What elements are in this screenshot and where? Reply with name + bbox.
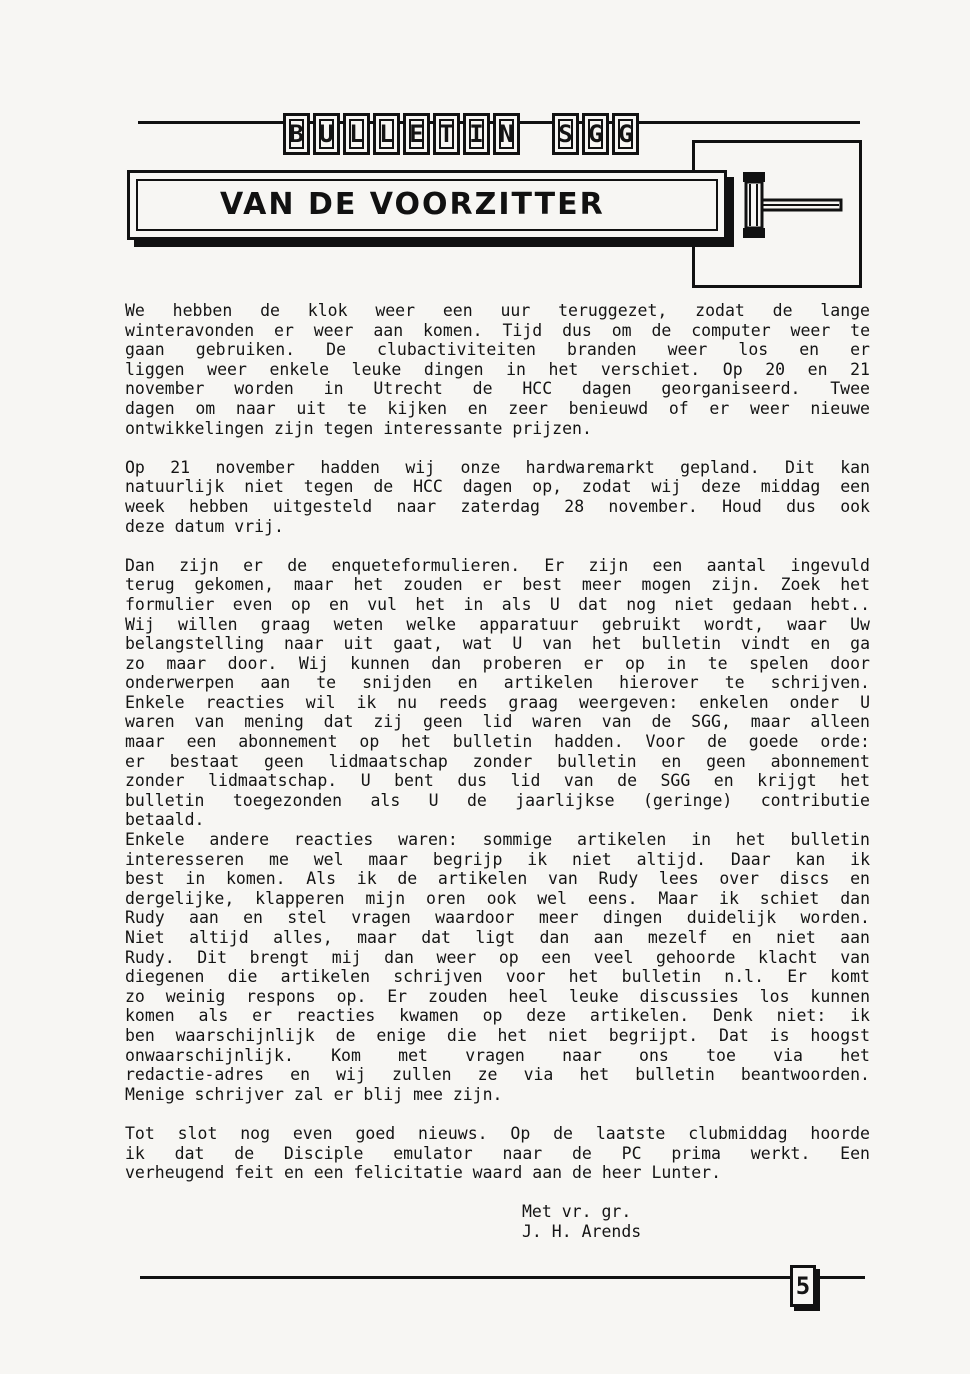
signature — [125, 1202, 870, 1241]
text-line: dagen om naar uit te kijken en zeer benieuwd of er weer nieuwe — [125, 398, 870, 418]
text-line: Dan zijn er de enqueteformulieren. Er zijn een aantal ingevuld — [125, 555, 870, 575]
text-line: november worden in Utrecht de HCC dagen georganiseerd. Twee — [125, 379, 870, 399]
text-line: Wij willen graag weten welke apparatuur gebruikt wordt, waar Uw — [125, 614, 870, 634]
text-line: maar een abonnement op het bulletin hadden. Voor de goede orde: — [125, 732, 870, 752]
paragraph-3 — [125, 556, 870, 1105]
text-line: zo maar door. Wij kunnen dan proberen er op in te spelen door — [125, 653, 870, 673]
logo-letter-e: E — [403, 113, 430, 155]
text-line: onwaarschijnlijk. Kom met vragen naar ons toe via het — [125, 1045, 870, 1065]
title-banner — [127, 170, 727, 240]
text-line: formulier even op en vul het in als U dat nog niet gedaan hebt.. — [125, 594, 870, 614]
logo-letter-g1: G — [582, 113, 609, 155]
paragraph-2 — [125, 458, 870, 536]
text-line: er bestaat geen lidmaatschap zonder bulletin en geen abonnement — [125, 751, 870, 771]
text-line: Enkele andere reacties waren: sommige artikelen in het bulletin — [125, 830, 870, 850]
text-line: betaald. — [125, 810, 205, 830]
logo-letter-s: S — [552, 113, 579, 155]
text-line: Menige schrijver zal er blij mee zijn. — [125, 1084, 503, 1104]
logo-letter-t: T — [433, 113, 460, 155]
text-line: Op 21 november hadden wij onze hardwaremarkt gepland. Dit kan — [125, 457, 870, 477]
text-line: Tot slot nog even goed nieuws. Op de laatste clubmiddag hoorde — [125, 1123, 870, 1143]
gavel-icon — [735, 170, 845, 242]
logo-letter-n: N — [493, 113, 520, 155]
text-line: Enkele reacties wil ik nu reeds graag weergeven: enkelen onder U — [125, 692, 870, 712]
page-title: VAN DE VOORZITTER — [220, 187, 605, 222]
signature-greeting: Met vr. gr. — [522, 1202, 632, 1222]
text-line: liggen weer enkele leuke dingen in het verschiet. Op 20 en 21 — [125, 359, 870, 379]
paragraph-1 — [125, 301, 870, 438]
logo-letter-i: I — [463, 113, 490, 155]
page-number: 5 — [790, 1265, 816, 1307]
text-line: gaan gebruiken. De clubactiviteiten branden weer los en er — [125, 340, 870, 360]
text-line: waren van mening dat zij geen lid waren van de SGG, maar alleen — [125, 712, 870, 732]
logo-letter-u: U — [313, 113, 340, 155]
text-line: Rudy aan en stel vragen waardoor meer dingen duidelijk worden. — [125, 908, 870, 928]
text-line: ben waarschijnlijk de enige die het niet begrijpt. Dat is hoogst — [125, 1025, 870, 1045]
text-line: deze datum vrij. — [125, 516, 284, 536]
text-line: verheugend feit en een felicitatie waard aan de heer Lunter. — [125, 1163, 722, 1183]
text-line: week hebben uitgesteld naar zaterdag 28 november. Houd dus ook — [125, 496, 870, 516]
logo-letter-b: B — [283, 113, 310, 155]
text-line: komen als er reacties kwamen op deze artikelen. Denk niet: ik — [125, 1006, 870, 1026]
text-line: ontwikkelingen zijn tegen interessante prijzen. — [125, 418, 592, 438]
logo-letter-g2: G — [612, 113, 639, 155]
text-line: zonder lidmaatschap. U bent dus lid van de SGG en krijgt het — [125, 771, 870, 791]
text-line: belangstelling naar uit gaat, wat U van het bulletin vindt en ga — [125, 634, 870, 654]
text-line: zo weinig respons op. Er zouden heel leuke discussies los kunnen — [125, 986, 870, 1006]
text-line: dergelijke, klapperen mijn oren ook wel eens. Maar ik schiet dan — [125, 888, 870, 908]
text-line: interesseren me wel maar begrijp ik niet altijd. Daar kan ik — [125, 849, 870, 869]
text-line: winteravonden er weer aan komen. Tijd dus om de computer weer te — [125, 320, 870, 340]
text-line: best in komen. Als ik de artikelen van Rudy lees over discs en — [125, 869, 870, 889]
text-line: bulletin toegezonden als U de jaarlijkse (geringe) contributie — [125, 790, 870, 810]
logo-letter-l1: L — [343, 113, 370, 155]
signature-name: J. H. Arends — [522, 1221, 642, 1241]
article-body — [125, 301, 870, 1242]
text-line: We hebben de klok weer een uur teruggezet, zodat de lange — [125, 301, 870, 320]
text-line: ik dat de Disciple emulator naar de PC prima werkt. Een — [125, 1143, 870, 1163]
paragraph-4 — [125, 1124, 870, 1183]
bulletin-sgg-logo — [283, 113, 639, 155]
text-line: redactie-adres en wij zullen ze via het bulletin beantwoorden. — [125, 1065, 870, 1085]
text-line: onderwerpen aan te snijden en artikelen hierover te schrijven. — [125, 673, 870, 693]
text-line: Niet altijd alles, maar dat ligt dan aan mezelf en niet aan — [125, 928, 870, 947]
logo-letter-l2: L — [373, 113, 400, 155]
footer-rule — [140, 1276, 865, 1279]
text-line: Rudy. Dit brengt mij dan weer op een veel gehoorde klacht van — [125, 947, 870, 967]
text-line: natuurlijk niet tegen de HCC dagen op, zodat wij deze middag een — [125, 477, 870, 497]
text-line: diegenen die artikelen schrijven voor het bulletin n.l. Er komt — [125, 967, 870, 987]
text-line: terug gekomen, maar het zouden er best meer mogen zijn. Zoek het — [125, 575, 870, 595]
